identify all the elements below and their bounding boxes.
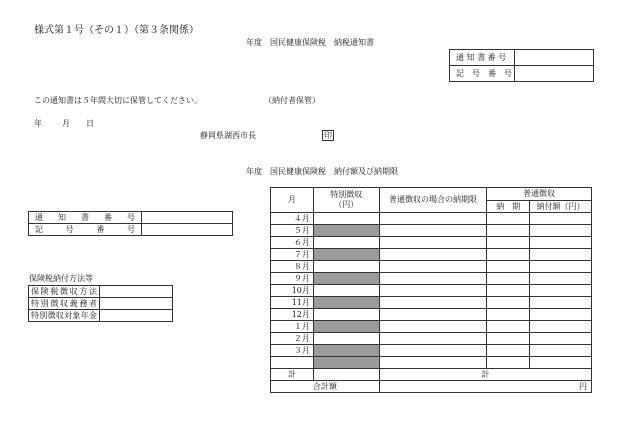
total-label: 計	[271, 369, 314, 381]
special-collection-label: 特別徴収	[330, 190, 363, 199]
month-cell: ４月	[271, 213, 314, 225]
left-symbol-number-label: 記 号 番 号	[35, 224, 135, 234]
special-amount-cell[interactable]	[313, 333, 379, 345]
date-day: 日	[86, 119, 94, 128]
payment-method-heading: 保険税納付方法等	[29, 274, 93, 283]
special-amount-cell[interactable]	[313, 345, 379, 357]
month-cell: ９月	[271, 273, 314, 285]
term-cell[interactable]	[487, 261, 530, 273]
symbol-number-value[interactable]	[515, 66, 594, 82]
seal-mark: 印	[324, 131, 332, 140]
schedule-row	[271, 285, 592, 297]
schedule-row	[271, 237, 592, 249]
date-month: 月	[62, 119, 70, 128]
form-number: 様式第１号（その１）（第３条関係）	[34, 25, 199, 36]
payment-method-table	[28, 285, 173, 322]
grand-total-label: 合計額	[271, 381, 380, 393]
term-cell[interactable]	[487, 321, 530, 333]
ordinary-amount-cell[interactable]	[530, 297, 592, 309]
special-amount-cell[interactable]	[313, 309, 379, 321]
month-header: 月	[271, 188, 314, 213]
payment-schedule-table	[270, 187, 592, 393]
special-amount-cell[interactable]	[313, 261, 379, 273]
ordinary-amount-cell[interactable]	[530, 213, 592, 225]
yen-unit: 円	[579, 381, 587, 391]
ordinary-deadline-cell[interactable]	[379, 273, 487, 285]
term-cell[interactable]	[487, 273, 530, 285]
special-amount-cell[interactable]	[313, 297, 379, 309]
ordinary-deadline-cell[interactable]	[379, 249, 487, 261]
collection-method-label: 保険税徴収方法	[31, 286, 97, 296]
schedule-row	[271, 357, 592, 369]
schedule-row	[271, 249, 592, 261]
month-cell: ５月	[271, 225, 314, 237]
term-cell[interactable]	[487, 309, 530, 321]
left-notice-number-value[interactable]	[142, 212, 233, 224]
term-cell[interactable]	[487, 213, 530, 225]
ordinary-deadline-header: 普通徴収の場合の納期限	[379, 188, 487, 213]
grand-total-value	[379, 381, 591, 393]
ordinary-deadline-cell[interactable]	[379, 309, 487, 321]
collection-method-value[interactable]	[100, 286, 173, 298]
keep-notice-text: この通知書は５年間大切に保管してください。	[34, 96, 202, 105]
schedule-row	[271, 225, 592, 237]
target-pension-label: 特別徴収対象年金	[31, 310, 97, 320]
special-amount-cell[interactable]	[313, 213, 379, 225]
notice-title: 年度 国民健康保険税 納税通知書	[246, 38, 374, 47]
term-cell[interactable]	[487, 357, 530, 369]
special-amount-cell[interactable]	[313, 225, 379, 237]
ordinary-amount-cell[interactable]	[530, 237, 592, 249]
ordinary-deadline-cell[interactable]	[379, 297, 487, 309]
schedule-row	[271, 213, 592, 225]
ordinary-deadline-cell[interactable]	[379, 345, 487, 357]
term-cell[interactable]	[487, 285, 530, 297]
month-cell: 10月	[271, 285, 314, 297]
term-cell[interactable]	[487, 345, 530, 357]
notice-number-value[interactable]	[515, 50, 594, 66]
schedule-row	[271, 261, 592, 273]
term-cell[interactable]	[487, 333, 530, 345]
notice-number-label: 通 知 書 番 号	[450, 50, 515, 66]
ordinary-amount-cell[interactable]	[530, 225, 592, 237]
ordinary-amount-cell[interactable]	[530, 261, 592, 273]
month-cell: ７月	[271, 249, 314, 261]
month-cell: ６月	[271, 237, 314, 249]
ordinary-collection-header: 普通徴収	[487, 188, 592, 201]
date-year: 年	[34, 119, 42, 128]
term-cell[interactable]	[487, 225, 530, 237]
special-amount-cell[interactable]	[313, 237, 379, 249]
month-cell: ３月	[271, 345, 314, 357]
schedule-row	[271, 273, 592, 285]
special-collector-label: 特別徴収義務者	[31, 298, 97, 308]
month-cell: ８月	[271, 261, 314, 273]
ordinary-amount-cell[interactable]	[530, 357, 592, 369]
ordinary-deadline-cell[interactable]	[379, 225, 487, 237]
special-collector-value[interactable]	[100, 298, 173, 310]
month-cell	[271, 357, 314, 369]
term-cell[interactable]	[487, 297, 530, 309]
schedule-row	[271, 333, 592, 345]
schedule-row	[271, 297, 592, 309]
special-collection-header	[313, 188, 379, 213]
schedule-row	[271, 321, 592, 333]
special-collection-unit: （円）	[334, 200, 359, 209]
notice-number-box	[449, 49, 594, 82]
month-rows	[271, 213, 592, 369]
special-amount-cell[interactable]	[313, 321, 379, 333]
special-total-value[interactable]	[313, 369, 379, 381]
left-notice-number-label: 通 知 書 番 号	[35, 212, 135, 222]
ordinary-amount-cell[interactable]	[530, 285, 592, 297]
special-amount-cell[interactable]	[313, 285, 379, 297]
term-header: 納 期	[487, 201, 530, 213]
schedule-row	[271, 345, 592, 357]
ordinary-deadline-cell[interactable]	[379, 321, 487, 333]
left-symbol-number-value[interactable]	[142, 224, 233, 236]
taxpayer-copy-label: （納付者保管）	[264, 96, 320, 105]
ordinary-deadline-cell[interactable]	[379, 237, 487, 249]
term-cell[interactable]	[487, 237, 530, 249]
ordinary-amount-cell[interactable]	[530, 333, 592, 345]
ordinary-deadline-cell[interactable]	[379, 285, 487, 297]
target-pension-value[interactable]	[100, 310, 173, 322]
month-cell: 12月	[271, 309, 314, 321]
ordinary-amount-cell[interactable]	[530, 273, 592, 285]
month-cell: １月	[271, 321, 314, 333]
schedule-row	[271, 309, 592, 321]
mayor-name: 静岡県湖西市長	[200, 131, 256, 140]
ordinary-total-label: 計	[379, 369, 591, 381]
ordinary-amount-cell[interactable]	[530, 309, 592, 321]
schedule-title: 年度 国民健康保険税 納付額及び納期限	[246, 167, 398, 176]
ordinary-amount-cell[interactable]	[530, 249, 592, 261]
ordinary-deadline-cell[interactable]	[379, 213, 487, 225]
term-cell[interactable]	[487, 249, 530, 261]
special-amount-cell[interactable]	[313, 357, 379, 369]
ordinary-deadline-cell[interactable]	[379, 261, 487, 273]
ordinary-amount-cell[interactable]	[530, 345, 592, 357]
special-amount-cell[interactable]	[313, 249, 379, 261]
left-number-box	[28, 211, 233, 236]
ordinary-amount-cell[interactable]	[530, 321, 592, 333]
month-cell: 11月	[271, 297, 314, 309]
ordinary-deadline-cell[interactable]	[379, 357, 487, 369]
amount-header: 納付額（円）	[530, 201, 592, 213]
ordinary-deadline-cell[interactable]	[379, 333, 487, 345]
symbol-number-label: 記 号 番 号	[450, 66, 515, 82]
month-cell: ２月	[271, 333, 314, 345]
special-amount-cell[interactable]	[313, 273, 379, 285]
